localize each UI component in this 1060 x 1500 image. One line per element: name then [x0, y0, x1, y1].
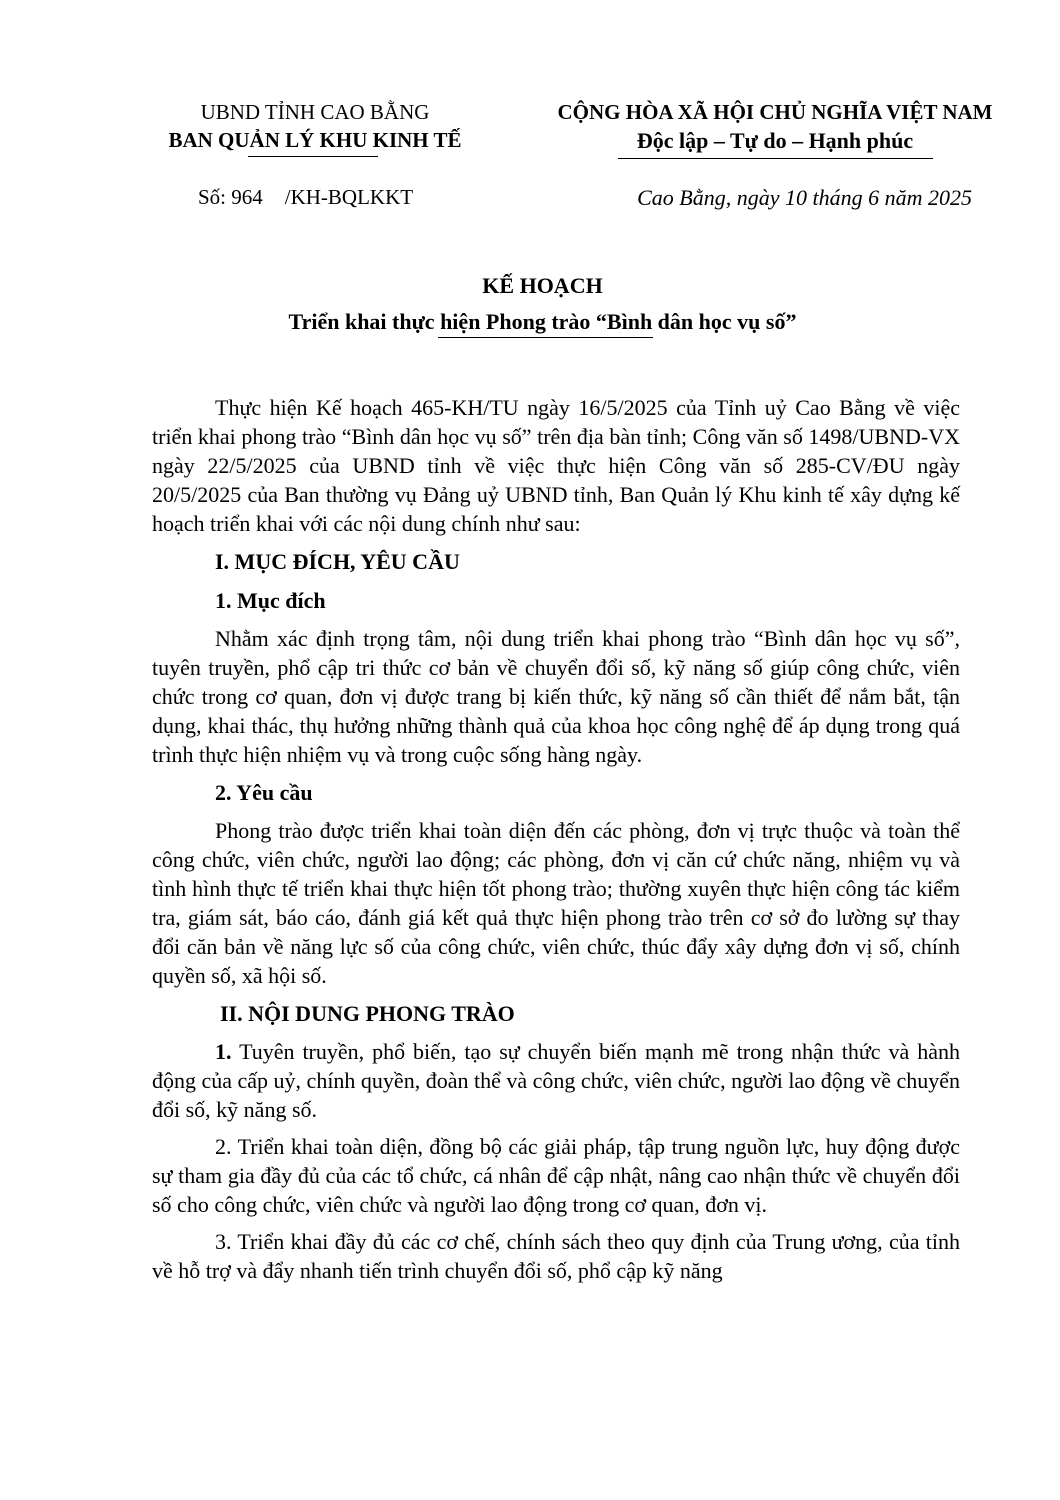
- requirements-paragraph: Phong trào được triển khai toàn diện đến các phòng, đơn vị trực thuộc và toàn thể công chức, viên chức, người lao động; các phòng, đơn vị căn cứ chức năng, nhiệm vụ và tình hình thực tế triển khai thực hiện tốt phong trào; thường xuyên thực hiện công tác kiểm tra, giám sát, báo cáo, đánh giá kết quả thực hiện phong trào trên cơ sở đo lường sự thay đổi căn bản về năng lực số của công chức, viên chức, thúc đẩy xây dựng đơn vị số, chính quyền số, xã hội số.: [152, 818, 960, 988]
- content-item-2: 2. Triển khai toàn diện, đồng bộ các giải pháp, tập trung nguồn lực, huy động được sự tham gia đầy đủ của các tổ chức, cá nhân để cập nhật, nâng cao nhận thức về chuyển đổi số cho công chức, viên chức và người lao động trong cơ quan, đơn vị.: [152, 1134, 960, 1217]
- document-number-suffix: /KH-BQLKKT: [284, 185, 414, 209]
- national-motto: Độc lập – Tự do – Hạnh phúc: [636, 128, 914, 153]
- document-number: [198, 185, 413, 210]
- content-item-1: [152, 1037, 960, 1124]
- section-heading-1: I. MỤC ĐÍCH, YÊU CẦU: [215, 549, 460, 574]
- document-body: [152, 393, 960, 1293]
- document-number-prefix: Số: 964: [198, 185, 263, 209]
- content-item-3: 3. Triển khai đầy đủ các cơ chế, chính sách theo quy định của Trung ương, của tỉnh về hỗ trợ và đẩy nhanh tiến trình chuyển đổi số, phổ cập kỹ năng: [152, 1229, 960, 1283]
- agency-underline: [248, 156, 378, 157]
- document-date: Cao Bằng, ngày 10 tháng 6 năm 2025: [637, 185, 972, 210]
- national-title: CỘNG HÒA XÃ HỘI CHỦ NGHĨA VIỆT NAM: [557, 100, 993, 124]
- document-subtitle: Triển khai thực hiện Phong trào “Bình dân học vụ số”: [288, 309, 797, 334]
- agency-parent: UBND TỈNH CAO BẰNG: [200, 100, 430, 124]
- agency-name: BAN QUẢN LÝ KHU KINH TẾ: [168, 128, 462, 152]
- section-heading-2: II. NỘI DUNG PHONG TRÀO: [220, 1001, 515, 1026]
- title-underline: [438, 337, 653, 338]
- document-title: KẾ HOẠCH: [482, 273, 603, 298]
- intro-paragraph: Thực hiện Kế hoạch 465-KH/TU ngày 16/5/2025 của Tỉnh uỷ Cao Bằng về việc triển khai phong trào “Bình dân học vụ số” trên địa bàn tỉnh; Công văn số 1498/UBND-VX ngày 22/5/2025 của UBND tỉnh về việc thực hiện Công văn số 285-CV/ĐU ngày 20/5/2025 của Ban thường vụ Đảng uỷ UBND tỉnh, Ban Quản lý Khu kinh tế xây dựng kế hoạch triển khai với các nội dung chính như sau:: [152, 395, 960, 536]
- content-item-1-number: 1.: [215, 1039, 232, 1064]
- subsection-heading-purpose: 1. Mục đích: [215, 588, 326, 613]
- content-item-1-text: Tuyên truyền, phổ biến, tạo sự chuyển biến mạnh mẽ trong nhận thức và hành động của cấp uỷ, chính quyền, đoàn thể và công chức, viên chức, người lao động về chuyển đổi số, kỹ năng số.: [152, 1039, 960, 1122]
- purpose-paragraph: Nhằm xác định trọng tâm, nội dung triển khai phong trào “Bình dân học vụ số”, tuyên truyền, phổ cập tri thức cơ bản về chuyển đổi số, kỹ năng số giúp công chức, viên chức trong cơ quan, đơn vị được trang bị kiến thức, kỹ năng số cần thiết để nắm bắt, tận dụng, khai thác, thụ hưởng những thành quả của khoa học công nghệ để áp dụng trong quá trình thực hiện nhiệm vụ và trong cuộc sống hàng ngày.: [152, 626, 960, 767]
- subsection-heading-requirements: 2. Yêu cầu: [215, 780, 313, 805]
- motto-underline: [618, 158, 933, 159]
